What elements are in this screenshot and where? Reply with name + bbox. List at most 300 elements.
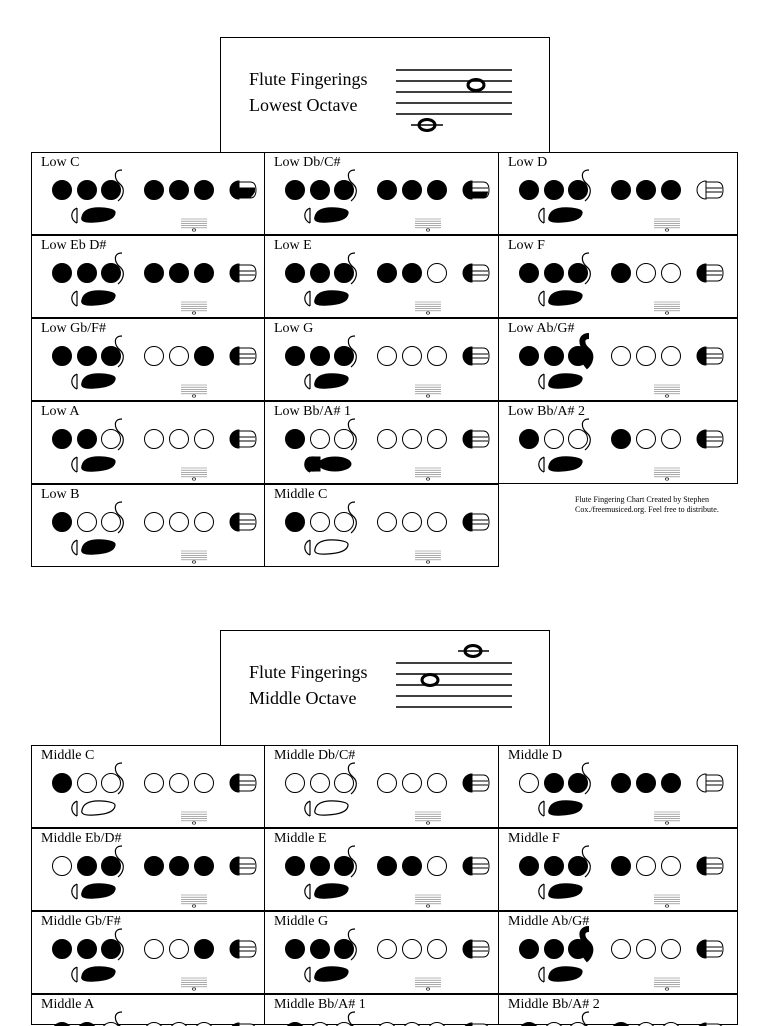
mini-staff-icon xyxy=(181,978,207,990)
cell-label: Low B xyxy=(41,487,80,503)
tone-hole-icon xyxy=(53,1023,72,1026)
pinky-key-icon xyxy=(463,940,472,958)
tone-hole-icon xyxy=(170,181,189,200)
cell-label: Low Db/C# xyxy=(274,155,341,171)
tone-hole-icon xyxy=(637,430,656,449)
fingering-cell xyxy=(498,994,738,1025)
tone-hole-icon xyxy=(170,430,189,449)
fingering-cell xyxy=(31,318,265,401)
thumb-key-icon xyxy=(315,801,348,815)
tone-hole-icon xyxy=(335,264,354,283)
cell-label: Low F xyxy=(508,238,545,254)
fingering-cell xyxy=(264,911,499,994)
thumb-key-icon xyxy=(315,884,348,898)
low-keys-icon xyxy=(706,431,723,447)
tone-hole-icon xyxy=(286,774,305,793)
title-line-1: Flute Fingerings xyxy=(249,66,368,92)
mini-staff-icon xyxy=(415,302,441,314)
credit-note: Flute Fingering Chart Created by Stephen Cox./freemusiced.org. Feel free to distribute. xyxy=(575,495,745,515)
mini-staff-icon xyxy=(415,468,441,480)
tone-hole-icon xyxy=(195,181,214,200)
pinky-key-icon xyxy=(697,857,706,875)
tone-hole-icon xyxy=(378,347,397,366)
thumb-hook-icon xyxy=(539,457,544,472)
note-icon xyxy=(422,675,438,686)
pinky-key-icon xyxy=(697,774,706,792)
tone-hole-icon xyxy=(520,774,539,793)
thumb-hook-icon xyxy=(305,801,310,816)
tone-hole-icon xyxy=(102,347,121,366)
low-keys-icon xyxy=(239,182,256,198)
staff-icon xyxy=(396,70,512,114)
tone-hole-icon xyxy=(403,774,422,793)
low-keys-icon xyxy=(472,265,489,281)
tone-hole-icon xyxy=(662,1023,681,1026)
fingering-cell xyxy=(31,994,265,1025)
tone-hole-icon xyxy=(335,857,354,876)
fingering-cell xyxy=(31,745,265,828)
mini-staff-icon xyxy=(415,219,441,231)
low-keys-icon xyxy=(706,265,723,281)
cell-label: Low E xyxy=(274,238,312,254)
cell-label: Low Bb/A# 1 xyxy=(274,404,351,420)
fingering-cell xyxy=(264,745,499,828)
thumb-hook-icon xyxy=(72,457,77,472)
tone-hole-icon xyxy=(102,774,121,793)
cell-label: Middle G xyxy=(274,914,328,930)
thumb-hook-icon xyxy=(305,884,310,899)
tone-hole-icon xyxy=(637,181,656,200)
fingering-cell xyxy=(264,484,499,567)
tone-hole-icon xyxy=(428,1023,447,1026)
mini-staff-icon xyxy=(654,302,680,314)
cell-label: Middle E xyxy=(274,831,327,847)
tone-hole-icon xyxy=(662,857,681,876)
tone-hole-icon xyxy=(428,857,447,876)
pinky-key-icon xyxy=(697,347,706,365)
fingering-cell xyxy=(264,152,499,235)
pinky-key-icon xyxy=(463,347,472,365)
tone-hole-icon xyxy=(612,181,631,200)
tone-hole-icon xyxy=(545,1023,564,1026)
tone-hole-icon xyxy=(78,347,97,366)
tone-hole-icon xyxy=(378,181,397,200)
tone-hole-icon xyxy=(311,347,330,366)
tone-hole-icon xyxy=(78,430,97,449)
tone-hole-icon xyxy=(78,940,97,959)
tone-hole-icon xyxy=(335,774,354,793)
thumb-key-icon xyxy=(82,540,115,554)
pinky-key-icon xyxy=(230,264,239,282)
thumb-key-icon xyxy=(549,208,582,222)
fingering-cell xyxy=(498,152,738,235)
tone-hole-icon xyxy=(286,430,305,449)
tone-hole-icon xyxy=(335,430,354,449)
tone-hole-icon xyxy=(378,513,397,532)
tone-hole-icon xyxy=(286,857,305,876)
tone-hole-icon xyxy=(637,774,656,793)
mini-staff-icon xyxy=(415,551,441,563)
tone-hole-icon xyxy=(195,857,214,876)
pinky-key-icon xyxy=(230,513,239,531)
tone-hole-icon xyxy=(520,1023,539,1026)
tone-hole-icon xyxy=(612,1023,631,1026)
low-keys-icon xyxy=(706,941,723,957)
tone-hole-icon xyxy=(78,264,97,283)
thumb-key-icon xyxy=(549,967,582,981)
tone-hole-icon xyxy=(545,857,564,876)
tone-hole-icon xyxy=(569,774,588,793)
tone-hole-icon xyxy=(662,347,681,366)
thumb-key-icon xyxy=(549,801,582,815)
pinky-key-icon xyxy=(463,857,472,875)
low-keys-icon xyxy=(472,182,489,198)
tone-hole-icon xyxy=(612,264,631,283)
cell-label: Middle F xyxy=(508,831,560,847)
thumb-key-icon xyxy=(549,291,582,305)
tone-hole-icon xyxy=(545,774,564,793)
mini-staff-icon xyxy=(654,385,680,397)
tone-hole-icon xyxy=(53,347,72,366)
tone-hole-icon xyxy=(195,774,214,793)
tone-hole-icon xyxy=(378,857,397,876)
pinky-key-icon xyxy=(463,513,472,531)
cell-label: Low Bb/A# 2 xyxy=(508,404,585,420)
fingering-cell xyxy=(498,401,738,484)
low-keys-icon xyxy=(239,775,256,791)
tone-hole-icon xyxy=(378,774,397,793)
tone-hole-icon xyxy=(428,181,447,200)
tone-hole-icon xyxy=(195,513,214,532)
tone-hole-icon xyxy=(637,857,656,876)
tone-hole-icon xyxy=(170,774,189,793)
tone-hole-icon xyxy=(403,181,422,200)
fingering-cell xyxy=(264,401,499,484)
mini-staff-icon xyxy=(181,468,207,480)
low-keys-icon xyxy=(239,265,256,281)
tone-hole-icon xyxy=(195,430,214,449)
bflat-thumb-icon xyxy=(305,457,320,471)
pinky-key-icon xyxy=(230,774,239,792)
tone-hole-icon xyxy=(662,181,681,200)
tone-hole-icon xyxy=(53,774,72,793)
tone-hole-icon xyxy=(428,264,447,283)
thumb-key-icon xyxy=(549,884,582,898)
cell-label: Low D xyxy=(508,155,547,171)
tone-hole-icon xyxy=(170,347,189,366)
fingering-cell xyxy=(264,994,499,1025)
mini-staff-icon xyxy=(181,302,207,314)
low-keys-icon xyxy=(239,858,256,874)
tone-hole-icon xyxy=(145,1023,164,1026)
mini-staff-icon xyxy=(654,978,680,990)
thumb-hook-icon xyxy=(305,540,310,555)
low-keys-icon xyxy=(706,775,723,791)
tone-hole-icon xyxy=(102,940,121,959)
tone-hole-icon xyxy=(286,1023,305,1026)
tone-hole-icon xyxy=(53,857,72,876)
tone-hole-icon xyxy=(428,940,447,959)
thumb-hook-icon xyxy=(72,374,77,389)
thumb-hook-icon xyxy=(539,291,544,306)
tone-hole-icon xyxy=(612,347,631,366)
tone-hole-icon xyxy=(662,430,681,449)
low-keys-icon xyxy=(706,182,723,198)
tone-hole-icon xyxy=(195,1023,214,1026)
tone-hole-icon xyxy=(311,430,330,449)
low-keys-icon xyxy=(472,431,489,447)
tone-hole-icon xyxy=(520,430,539,449)
tone-hole-icon xyxy=(335,513,354,532)
thumb-key-icon xyxy=(82,884,115,898)
low-keys-icon xyxy=(472,941,489,957)
tone-hole-icon xyxy=(403,347,422,366)
low-keys-icon xyxy=(706,858,723,874)
cell-label: Middle Ab/G# xyxy=(508,914,589,930)
mini-staff-icon xyxy=(181,385,207,397)
fingering-cell xyxy=(498,318,738,401)
mini-staff-icon xyxy=(415,978,441,990)
tone-hole-icon xyxy=(78,857,97,876)
thumb-hook-icon xyxy=(539,374,544,389)
tone-hole-icon xyxy=(335,347,354,366)
mini-staff-icon xyxy=(654,219,680,231)
thumb-key-icon xyxy=(315,967,348,981)
fingering-cell xyxy=(498,828,738,911)
tone-hole-icon xyxy=(428,430,447,449)
title-box-middle xyxy=(220,630,550,746)
thumb-key-icon xyxy=(82,291,115,305)
tone-hole-icon xyxy=(311,513,330,532)
title-line-1: Flute Fingerings xyxy=(249,659,368,685)
tone-hole-icon xyxy=(195,940,214,959)
cell-label: Low G xyxy=(274,321,313,337)
thumb-key-icon xyxy=(315,540,348,554)
pinky-key-icon xyxy=(463,264,472,282)
tone-hole-icon xyxy=(545,264,564,283)
tone-hole-icon xyxy=(170,264,189,283)
tone-hole-icon xyxy=(311,1023,330,1026)
tone-hole-icon xyxy=(311,181,330,200)
tone-hole-icon xyxy=(145,857,164,876)
tone-hole-icon xyxy=(520,857,539,876)
tone-hole-icon xyxy=(145,774,164,793)
cell-label: Middle Eb/D# xyxy=(41,831,122,847)
tone-hole-icon xyxy=(286,347,305,366)
thumb-hook-icon xyxy=(72,967,77,982)
tone-hole-icon xyxy=(78,181,97,200)
tone-hole-icon xyxy=(335,940,354,959)
tone-hole-icon xyxy=(637,940,656,959)
thumb-hook-icon xyxy=(305,374,310,389)
thumb-key-icon xyxy=(82,457,115,471)
fingering-cell xyxy=(31,401,265,484)
tone-hole-icon xyxy=(403,264,422,283)
tone-hole-icon xyxy=(612,774,631,793)
pinky-key-icon xyxy=(697,181,706,199)
tone-hole-icon xyxy=(311,940,330,959)
staff-icon xyxy=(396,663,512,707)
thumb-hook-icon xyxy=(72,208,77,223)
thumb-key-icon xyxy=(315,208,348,222)
cell-label: Middle A xyxy=(41,997,94,1013)
tone-hole-icon xyxy=(378,940,397,959)
low-keys-icon xyxy=(472,514,489,530)
mini-staff-icon xyxy=(654,812,680,824)
pinky-key-icon xyxy=(697,264,706,282)
tone-hole-icon xyxy=(637,264,656,283)
tone-hole-icon xyxy=(170,940,189,959)
tone-hole-icon xyxy=(403,940,422,959)
title-line-2: Lowest Octave xyxy=(249,92,357,118)
low-keys-icon xyxy=(239,431,256,447)
tone-hole-icon xyxy=(403,857,422,876)
tone-hole-icon xyxy=(286,264,305,283)
tone-hole-icon xyxy=(102,264,121,283)
cell-label: Middle Bb/A# 2 xyxy=(508,997,600,1013)
tone-hole-icon xyxy=(53,513,72,532)
fingering-cell xyxy=(264,235,499,318)
thumb-key-icon xyxy=(549,457,582,471)
pinky-key-icon xyxy=(230,347,239,365)
tone-hole-icon xyxy=(102,513,121,532)
fingering-cell xyxy=(498,911,738,994)
tone-hole-icon xyxy=(102,857,121,876)
fingering-cell xyxy=(264,828,499,911)
thumb-key-icon xyxy=(82,801,115,815)
tone-hole-icon xyxy=(286,513,305,532)
thumb-hook-icon xyxy=(305,208,310,223)
tone-hole-icon xyxy=(145,264,164,283)
tone-hole-icon xyxy=(311,774,330,793)
tone-hole-icon xyxy=(637,1023,656,1026)
tone-hole-icon xyxy=(145,940,164,959)
tone-hole-icon xyxy=(662,774,681,793)
fingering-cell xyxy=(498,235,738,318)
mini-staff-icon xyxy=(654,468,680,480)
mini-staff-icon xyxy=(181,219,207,231)
fingering-cell xyxy=(31,235,265,318)
tone-hole-icon xyxy=(428,513,447,532)
mini-staff-icon xyxy=(415,895,441,907)
tone-hole-icon xyxy=(53,181,72,200)
fingering-cell xyxy=(264,318,499,401)
thumb-hook-icon xyxy=(539,801,544,816)
tone-hole-icon xyxy=(520,940,539,959)
tone-hole-icon xyxy=(569,430,588,449)
thumb-hook-icon xyxy=(72,291,77,306)
tone-hole-icon xyxy=(378,430,397,449)
fingering-cell xyxy=(31,152,265,235)
fingering-cell xyxy=(31,828,265,911)
tone-hole-icon xyxy=(612,940,631,959)
tone-hole-icon xyxy=(286,940,305,959)
tone-hole-icon xyxy=(102,430,121,449)
tone-hole-icon xyxy=(195,347,214,366)
thumb-key-icon xyxy=(82,967,115,981)
thumb-hook-icon xyxy=(539,208,544,223)
tone-hole-icon xyxy=(170,1023,189,1026)
tone-hole-icon xyxy=(78,513,97,532)
mini-staff-icon xyxy=(181,551,207,563)
tone-hole-icon xyxy=(170,513,189,532)
cell-label: Middle Bb/A# 1 xyxy=(274,997,366,1013)
thumb-hook-icon xyxy=(305,967,310,982)
cell-label: Low C xyxy=(41,155,80,171)
tone-hole-icon xyxy=(335,181,354,200)
pinky-key-icon xyxy=(463,430,472,448)
tone-hole-icon xyxy=(145,347,164,366)
cell-label: Middle Db/C# xyxy=(274,748,355,764)
low-keys-icon xyxy=(472,348,489,364)
tone-hole-icon xyxy=(569,857,588,876)
thumb-key-icon xyxy=(315,291,348,305)
mini-staff-icon xyxy=(415,385,441,397)
thumb-key-icon xyxy=(319,457,351,471)
thumb-hook-icon xyxy=(72,801,77,816)
mini-staff-icon xyxy=(181,812,207,824)
cell-label: Low Eb D# xyxy=(41,238,106,254)
low-keys-icon xyxy=(472,775,489,791)
thumb-key-icon xyxy=(82,208,115,222)
tone-hole-icon xyxy=(311,857,330,876)
fingering-cell xyxy=(31,911,265,994)
pinky-key-icon xyxy=(230,430,239,448)
tone-hole-icon xyxy=(170,857,189,876)
cell-label: Middle C xyxy=(41,748,94,764)
tone-hole-icon xyxy=(403,430,422,449)
tone-hole-icon xyxy=(612,430,631,449)
tone-hole-icon xyxy=(195,264,214,283)
pinky-key-icon xyxy=(230,857,239,875)
tone-hole-icon xyxy=(53,430,72,449)
cell-label: Low A xyxy=(41,404,80,420)
tone-hole-icon xyxy=(145,181,164,200)
tone-hole-icon xyxy=(662,264,681,283)
tone-hole-icon xyxy=(53,940,72,959)
tone-hole-icon xyxy=(378,264,397,283)
thumb-hook-icon xyxy=(72,884,77,899)
cell-label: Low Ab/G# xyxy=(508,321,575,337)
mini-staff-icon xyxy=(654,895,680,907)
tone-hole-icon xyxy=(545,940,564,959)
tone-hole-icon xyxy=(145,430,164,449)
tone-hole-icon xyxy=(403,513,422,532)
thumb-key-icon xyxy=(549,374,582,388)
thumb-hook-icon xyxy=(539,884,544,899)
tone-hole-icon xyxy=(78,1023,97,1026)
thumb-key-icon xyxy=(82,374,115,388)
pinky-key-icon xyxy=(697,940,706,958)
low-keys-icon xyxy=(239,941,256,957)
pinky-key-icon xyxy=(697,430,706,448)
tone-hole-icon xyxy=(78,774,97,793)
low-keys-icon xyxy=(472,858,489,874)
tone-hole-icon xyxy=(612,857,631,876)
tone-hole-icon xyxy=(311,264,330,283)
tone-hole-icon xyxy=(545,430,564,449)
tone-hole-icon xyxy=(545,347,564,366)
cell-label: Middle C xyxy=(274,487,327,503)
pinky-key-icon xyxy=(463,181,472,199)
low-keys-icon xyxy=(239,514,256,530)
tone-hole-icon xyxy=(403,1023,422,1026)
tone-hole-icon xyxy=(428,347,447,366)
low-keys-icon xyxy=(239,348,256,364)
low-keys-icon xyxy=(706,348,723,364)
tone-hole-icon xyxy=(145,513,164,532)
fingering-cell xyxy=(498,745,738,828)
